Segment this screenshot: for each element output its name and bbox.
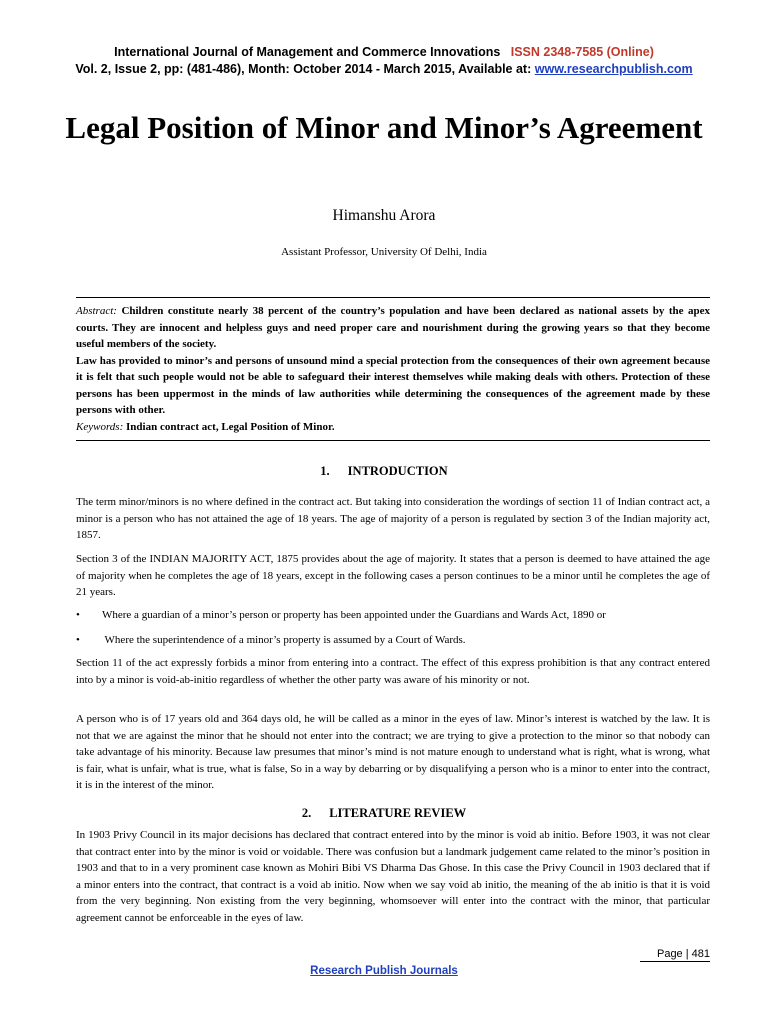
section-heading-literature-review: 2. LITERATURE REVIEW bbox=[301, 806, 467, 820]
author-affiliation: Assistant Professor, University Of Delhi, India bbox=[281, 246, 487, 258]
abstract-bottom-rule bbox=[76, 440, 710, 441]
issue-line bbox=[0, 61, 768, 77]
paper-title: Legal Position of Minor and Minor’s Agreement bbox=[65, 110, 703, 145]
list-item: • Where a guardian of a minor’s person or property has been appointed under the Guardians and Wards Act, 1890 or bbox=[76, 609, 606, 621]
intro-paragraph-3: Section 11 of the act expressly forbids a minor from entering into a contract. The effect of this express prohibition is that any contract entered into by a minor is void-ab-initio regardless of whether the other party was aware of his minority or not. bbox=[76, 657, 710, 686]
journal-name: International Journal of Management and Commerce Innovations bbox=[114, 45, 501, 59]
bullet-icon: • bbox=[76, 634, 80, 646]
page-number: Page | 481 bbox=[656, 948, 710, 960]
journal-header bbox=[0, 44, 768, 60]
abstract-label: Abstract: bbox=[76, 305, 117, 317]
footer-rule bbox=[640, 961, 710, 962]
abstract-top-rule bbox=[76, 297, 710, 298]
abstract-paragraph-1: Children constitute nearly 38 percent of the country’s population and have been declared as national assets by the apex courts. They are innocent and helpless guys and need proper care and nourishment during the growing years so that they become useful members of the society. bbox=[76, 305, 711, 350]
author-name: Himanshu Arora bbox=[332, 207, 436, 224]
issn: ISSN 2348-7585 (Online) bbox=[510, 45, 654, 59]
journal-url-link[interactable]: www.researchpublish.com bbox=[534, 62, 693, 76]
keywords-text: Indian contract act, Legal Position of Minor. bbox=[126, 421, 335, 433]
bullet-icon: • bbox=[76, 609, 80, 621]
abstract-paragraph-2: Law has provided to minor’s and persons of unsound mind a special protection from the consequences of their own agreement because it is felt that such people would not be able to safeguard their interest themselves while making deals with others. Protection of these persons has been uppermost in the minds of law authorities while determining the consequences of the agreement made by these persons with other. bbox=[76, 354, 710, 416]
footer-journal-link[interactable]: Research Publish Journals bbox=[310, 965, 458, 977]
issue-info: Vol. 2, Issue 2, pp: (481-486), Month: October 2014 - March 2015, Available at: bbox=[75, 62, 532, 76]
keywords-label: Keywords: bbox=[76, 421, 124, 433]
intro-paragraph-4: A person who is of 17 years old and 364 days old, he will be called as a minor in the eyes of law. Minor’s interest is watched by the law. It is not that we are against the minor that he should not enter into the contract; we are trying to give a protection to the minor so that nobody can take advantage of his minority. Because law presumes that minor’s mind is not mature enough to understand what is right, what is wrong, what is fair, what is unfair, what is true, what is false, So in a way by debarring or by disqualifying a person who is a minor to enter into the contract, it is in the interest of the minor. bbox=[76, 713, 710, 791]
intro-paragraph-2: Section 3 of the INDIAN MAJORITY ACT, 1875 provides about the age of majority. It states that a person is deemed to have attained the age of majority when he completes the age of 18 years, except in the following cases a person continues to be a minor until he completes the age of 21 years. bbox=[76, 553, 710, 598]
section-heading-introduction: 1. INTRODUCTION bbox=[320, 464, 448, 478]
abstract bbox=[76, 303, 710, 419]
list-item: • Where the superintendence of a minor’s property is assumed by a Court of Wards. bbox=[76, 634, 466, 646]
literature-paragraph-1: In 1903 Privy Council in its major decisions has declared that contract entered into by the minor is void ab initio. Before 1903, it was not clear that contract enter into by the minor is void or voidable. There was confusion but a landmark judgement came related to the minor’s position in 1903 and that to in a very prominent case known as Mohiri Bibi VS Dharma Das Ghose. In this case the Privy Council in 1903 declared that if a minor enters into the contract, that contract is a void ab initio. Now when we say void ab initio, the meaning of the ab initio is that it is void from the very beginning. Non existing from the very beginning, whomsoever will enter into the contract with the minor, that particular agreement cannot be enforceable in the eyes of law. bbox=[76, 829, 710, 924]
intro-paragraph-1: The term minor/minors is no where defined in the contract act. But taking into consideration the wordings of section 11 of Indian contract act, a minor is a person who has not attained the age of 18 years. The age of majority of a person is regulated by section 3 of the Indian majority act, 1857. bbox=[76, 496, 710, 541]
keywords bbox=[76, 420, 710, 434]
